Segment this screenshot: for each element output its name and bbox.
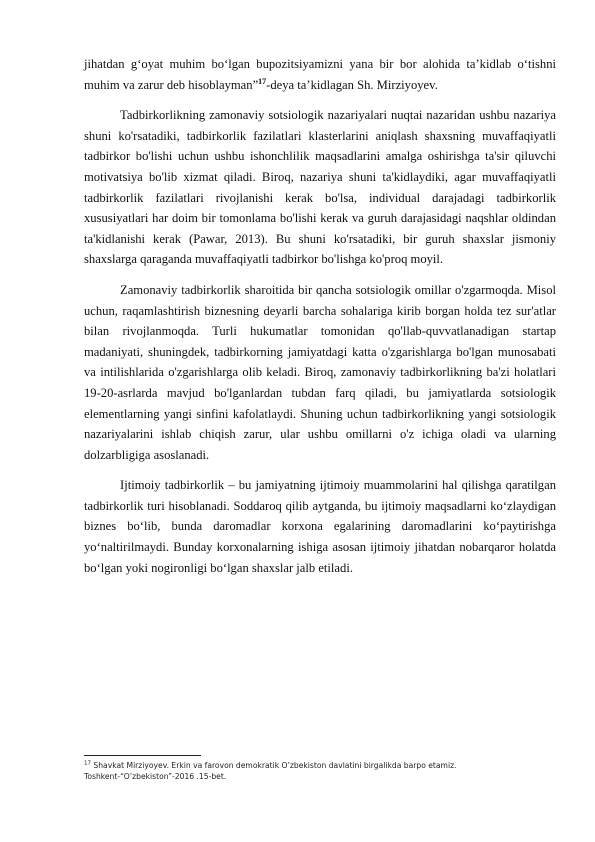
paragraph-1-tail: -deya ta’kidlagan Sh. Mirziyoyev. — [266, 77, 438, 92]
paragraph-4: Ijtimoiy tadbirkorlik – bu jamiyatning ijtimoiy muammolarini hal qilishga qaratilgan tadbirkorlik turi hisoblanadi. Soddaroq qilib aytganda, bu ijtimoiy maqsadlarni ko‘zlaydigan biznes bo‘lib, bunda daromadlar korxona egalarining daromadlarini ko‘paytirishga yo‘naltirilmaydi. Bunday korxonalarning ishiga asosan ijtimoiy jihatdan nobarqaror holatda bo‘lgan yoki nogironligi bo‘lgan shaxslar jalb etiladi. — [84, 478, 556, 575]
footnote-reference[interactable]: 17 — [258, 76, 267, 86]
footnote-line-1 — [84, 760, 556, 771]
footnote-number: 17 — [84, 760, 91, 767]
paragraph-3: Zamonaviy tadbirkorlik sharoitida bir qancha sotsiologik omillar o'zgarmoqda. Misol uchun, raqamlashtirish biznesning deyarli barcha sohalariga kirib borgan holda tez sur'atlar bilan rivojlanmoqda. Turli hukumatlar tomonidan qo'llab-quvvatlanadigan startap madaniyati, shuningdek, tadbirkorning jamiyatdagi katta o'zgarishlarga bo'lgan munosabati va intilishlarida o'zgarishlarga olib keladi. Biroq, zamonaviy tadbirkorlikning ba'zi holatlari 19-20-asrlarda mavjud bo'lganlardan tubdan farq qiladi, bu jamiyatlarda sotsiologik elementlarning yangi sinfini kafolatlaydi. Shuning uchun tadbirkorlikning yangi sotsiologik nazariyalarini ishlab chiqish zarur, ular ushbu omillarni o'z ichiga oladi va ularning dolzarbligiga asoslanadi. — [84, 282, 556, 462]
footnote — [84, 760, 556, 782]
paragraph-2: Tadbirkorlikning zamonaviy sotsiologik nazariyalari nuqtai nazaridan ushbu nazariya shuni ko'rsatadiki, tadbirkorlik fazilatlari klasterlarini aniqlash shaxsning muvaffaqiyatli tadbirkor bo'lishi uchun ushbu ishonchlilik maqsadlarini amalga oshirishga ta'sir qiluvchi motivatsiya bo'lib xizmat qiladi. Biroq, nazariya shuni ta'kidlaydiki, agar muvaffaqiyatli tadbirkorlik fazilatlari rivojlanishi kerak bo'lsa, individual darajadagi tadbirkorlik xususiyatlari har doim bir tomonlama bo'lishi kerak va guruh darajasidagi naqshlar oldindan ta'kidlanishi kerak (Pawar, 2013). Bu shuni ko'rsatadiki, bir guruh shaxslar jismoniy shaxslarga qaraganda muvaffaqiyatli tadbirkor bo'lishga ko'proq moyil. — [84, 108, 556, 267]
footnote-line-2: Toshkent-“O’zbekiston”-2016 .15-bet. — [84, 772, 227, 781]
main-text — [84, 54, 556, 588]
footnote-divider — [84, 755, 201, 756]
paragraph-1-text: jihatdan g‘oyat muhim bo‘lgan bupozitsiyamizni yana bir bor alohida ta’kidlab o‘tishni muhim va zarur deb hisoblayman” — [84, 57, 556, 92]
footnote-citation: Shavkat Mirziyoyev. Erkin va farovon demokratik O’zbekiston davlatini birgalikda barpo etamiz. — [93, 761, 457, 770]
paragraph-1 — [84, 54, 556, 95]
